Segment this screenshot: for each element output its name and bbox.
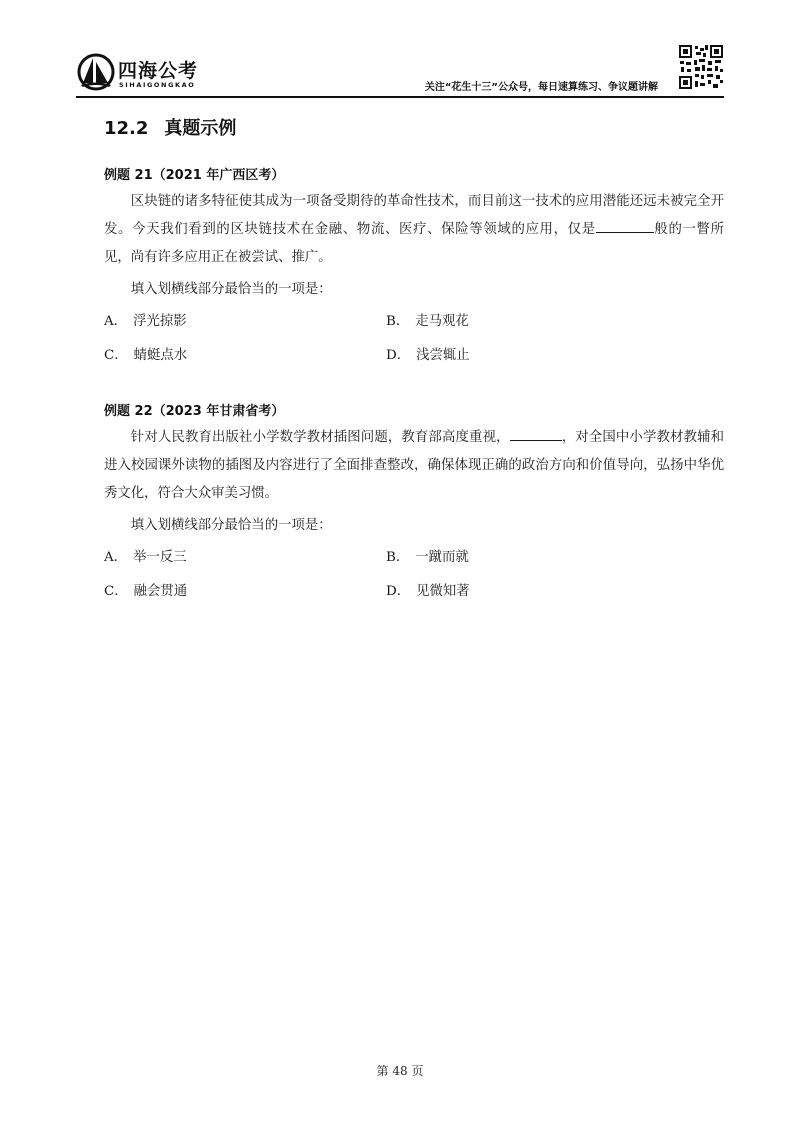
question-stem [104, 188, 724, 272]
example-title: 例题 21（2021 年广西区考） [104, 168, 285, 183]
option-letter: D． [386, 584, 411, 599]
qr-code-icon [678, 44, 724, 90]
option-b [386, 308, 469, 336]
stem-text-before-blank: 区块链的诸多特征使其成为一项备受期待的革命性技术，而目前这一技术的应用潜能还远未被完全开发。今天我们看到的区块链技术在金融、物流、医疗、保险等领域的应用，仅是 [104, 194, 724, 237]
option-text: 融会贯通 [133, 584, 188, 599]
option-letter: A． [104, 550, 128, 565]
option-letter: C． [104, 584, 128, 599]
option-letter: A． [104, 314, 128, 329]
question-prompt: 填入划横线部分最恰当的一项是： [130, 518, 332, 533]
option-d [386, 342, 470, 370]
option-d [386, 578, 470, 606]
option-c [104, 342, 187, 370]
example-22 [104, 400, 724, 614]
section-number: 12.2 [104, 118, 149, 139]
option-letter: D． [386, 348, 411, 363]
option-b [386, 544, 469, 572]
option-text: 一蹴而就 [415, 550, 469, 565]
example-21 [104, 164, 724, 378]
section-title-text: 真题示例 [164, 118, 237, 139]
option-letter: C． [104, 348, 128, 363]
answer-blank [510, 426, 562, 441]
option-letter: B． [386, 314, 410, 329]
brand-subtitle: SIHAIGONGKAO [119, 81, 196, 89]
option-letter: B． [386, 550, 410, 565]
question-stem [104, 424, 724, 508]
question-prompt: 填入划横线部分最恰当的一项是： [130, 282, 332, 297]
answer-options [104, 306, 724, 378]
stem-text-after-blank: ，对全国中小学教材教辅和进入校园课外读物的插图及内容进行了全面排查整改，确保体现正确的政治方向和价值导向，弘扬中华优秀文化，符合大众审美习惯。 [104, 430, 725, 501]
answer-options [104, 542, 724, 614]
stem-text-before-blank: 针对人民教育出版社小学数学教材插图问题，教育部高度重视， [130, 430, 510, 445]
sailboat-logo-icon [76, 52, 116, 92]
option-text: 蜻蜓点水 [133, 348, 188, 363]
example-title: 例题 22（2023 年甘肃省考） [104, 404, 285, 419]
option-text: 浅尝辄止 [416, 348, 470, 363]
page-number: 第 48 页 [376, 1064, 424, 1078]
header-slogan: 关注“花生十三”公众号，每日速算练习、争议题讲解 [424, 82, 658, 93]
brand-name: 四海公考 [118, 60, 199, 82]
option-a [104, 308, 187, 336]
option-c [104, 578, 187, 606]
option-text: 举一反三 [133, 550, 187, 565]
stem-text-after-blank: 般的一瞥所见，尚有许多应用正在被尝试、推广。 [104, 222, 725, 265]
option-text: 走马观花 [415, 314, 469, 329]
page-header [76, 44, 724, 96]
section-heading [104, 114, 236, 140]
option-a [104, 544, 187, 572]
header-divider [76, 96, 724, 98]
answer-blank [596, 218, 654, 233]
option-text: 浮光掠影 [133, 314, 187, 329]
brand-logo [76, 52, 236, 92]
option-text: 见微知著 [416, 584, 470, 599]
